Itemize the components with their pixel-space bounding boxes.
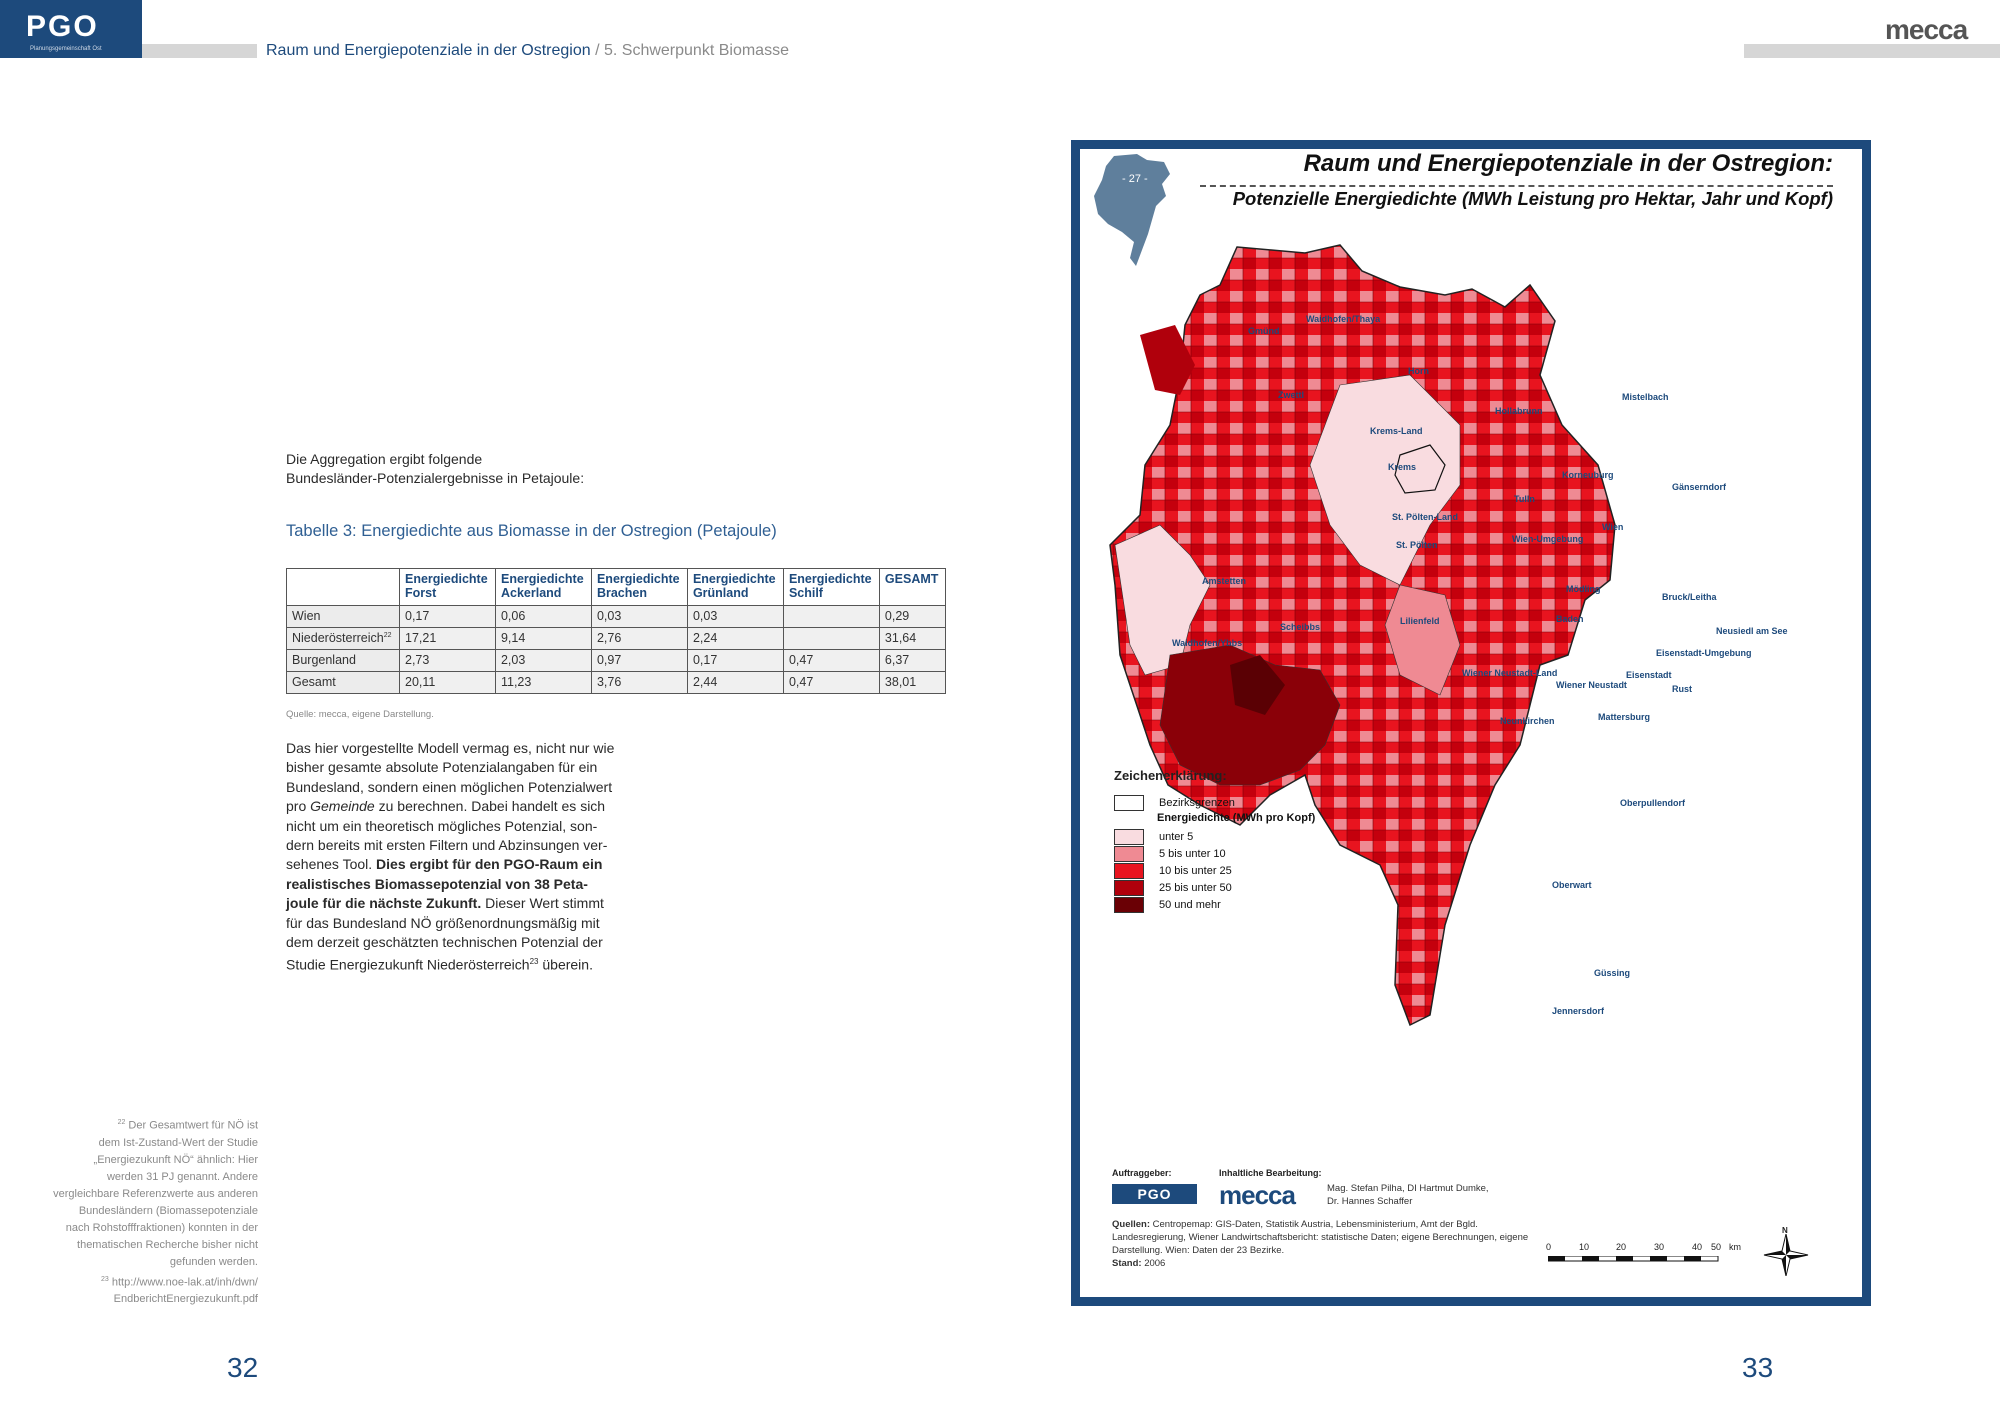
legend-swatch bbox=[1114, 829, 1144, 845]
legend-label: 10 bis unter 25 bbox=[1159, 865, 1232, 877]
scale-bar-graphic bbox=[1548, 1256, 1724, 1264]
legend-row bbox=[1114, 829, 1193, 845]
place-label: Jennersdorf bbox=[1552, 1006, 1605, 1016]
intro-line: Die Aggregation ergibt folgende bbox=[286, 451, 483, 467]
table-cell bbox=[783, 606, 879, 628]
header-rule-left bbox=[142, 44, 257, 58]
place-label: Gmünd bbox=[1248, 326, 1280, 336]
row-label: Wien bbox=[287, 606, 400, 628]
footnote-line: Bundesländern (Biomassepotenziale bbox=[78, 1204, 258, 1217]
scale-tick-label: 10 bbox=[1579, 1242, 1590, 1252]
page-number-right: 33 bbox=[1742, 1352, 1774, 1383]
paragraph-line: sehenes Tool. Dies ergibt für den PGO-Raum ein bbox=[286, 856, 603, 873]
footnote-line: thematischen Recherche bisher nicht bbox=[77, 1238, 258, 1251]
paragraph-line: pro Gemeinde zu berechnen. Dabei handelt es sich bbox=[286, 798, 606, 815]
table-cell: 2,44 bbox=[687, 672, 783, 694]
scale-tick-label: 20 bbox=[1616, 1242, 1627, 1252]
row-label: Niederösterreich$^{22}$ bbox=[287, 628, 400, 650]
place-label: Mödling bbox=[1566, 584, 1601, 594]
running-separator: / bbox=[590, 42, 604, 59]
table-cell: 2,73 bbox=[400, 650, 496, 672]
compass-label: N bbox=[1782, 1226, 1788, 1235]
place-label: Mistelbach bbox=[1622, 392, 1669, 402]
table-corner-cell bbox=[287, 569, 400, 606]
place-label: Oberpullendorf bbox=[1620, 798, 1685, 808]
legend-row bbox=[1114, 846, 1226, 862]
place-label: Wiener Neustadt-Land bbox=[1462, 668, 1558, 678]
table-cell: 11,23 bbox=[495, 672, 591, 694]
place-label: Waidhofen/Thaya bbox=[1306, 314, 1381, 324]
table-cell: 2,76 bbox=[591, 628, 687, 650]
mecca-logo-small: mecca bbox=[1219, 1180, 1295, 1210]
paragraph-line: Das hier vorgestellte Modell vermag es, nicht nur wie bbox=[286, 740, 615, 756]
running-title: Raum und Energiepotenziale in der Ostregion bbox=[266, 42, 591, 59]
legend-row bbox=[1114, 863, 1232, 879]
body-paragraph bbox=[286, 739, 616, 976]
paragraph-line: Studie Energiezukunft Niederösterreich$^{23}$ überein. bbox=[286, 957, 593, 974]
legend-label: 5 bis unter 10 bbox=[1159, 848, 1226, 860]
place-label: Tulln bbox=[1514, 494, 1535, 504]
legend-title: Zeichenerklärung: bbox=[1114, 768, 1227, 783]
footnote-line: gefunden werden. bbox=[169, 1255, 258, 1268]
place-label: Wiener Neustadt bbox=[1556, 680, 1627, 690]
map-subtitle: Potenzielle Energiedichte (MWh Leistung pro Hektar, Jahr und Kopf) bbox=[1232, 188, 1833, 209]
place-label: Krems-Land bbox=[1370, 426, 1423, 436]
place-label: Lilienfeld bbox=[1400, 616, 1440, 626]
place-label: Eisenstadt-Umgebung bbox=[1656, 648, 1752, 658]
table-cell: 20,11 bbox=[400, 672, 496, 694]
scale-tick-label: 50 bbox=[1711, 1242, 1722, 1252]
table-cell: 2,03 bbox=[495, 650, 591, 672]
scale-tick-label: 0 bbox=[1546, 1242, 1552, 1252]
place-label: Krems bbox=[1388, 462, 1417, 472]
paragraph-line: bisher gesamte absolute Potenzialangaben für ein bbox=[286, 759, 598, 776]
table-cell: 0,17 bbox=[400, 606, 496, 628]
table-cell: 31,64 bbox=[879, 628, 945, 650]
scale-tick-label: 40 bbox=[1692, 1242, 1703, 1252]
place-label: St. Pölten bbox=[1396, 540, 1438, 550]
running-header bbox=[266, 42, 789, 60]
legend-boundary-row bbox=[1114, 795, 1235, 811]
page-number-left: 32 bbox=[227, 1352, 259, 1383]
footnote-line: EndberichtEnergiezukunft.pdf bbox=[113, 1293, 258, 1306]
legend-swatch bbox=[1114, 863, 1144, 879]
map-title-rule bbox=[1200, 185, 1833, 187]
place-label: Eisenstadt bbox=[1626, 670, 1672, 680]
scale-bar bbox=[1546, 1240, 1746, 1274]
legend-swatch bbox=[1114, 897, 1144, 913]
row-label: Gesamt bbox=[287, 672, 400, 694]
place-label: Güssing bbox=[1594, 968, 1631, 978]
place-label: Mattersburg bbox=[1598, 712, 1651, 722]
legend-row bbox=[1114, 897, 1221, 913]
place-label: Wien bbox=[1602, 522, 1624, 532]
header-rule-right bbox=[1744, 44, 2000, 58]
table-cell bbox=[783, 628, 879, 650]
table-header-row bbox=[287, 569, 946, 606]
table-row bbox=[287, 628, 946, 650]
legend-swatch bbox=[1114, 880, 1144, 896]
column-header: Energiedichte Ackerland bbox=[495, 569, 591, 606]
paragraph-line: nicht um ein theoretisch mögliches Potenzial, son- bbox=[286, 817, 598, 834]
table-row bbox=[287, 672, 946, 694]
table-cell: 6,37 bbox=[879, 650, 945, 672]
place-label: Neusiedl am See bbox=[1716, 626, 1788, 636]
table-cell: 38,01 bbox=[879, 672, 945, 694]
legend-row bbox=[1114, 880, 1232, 896]
footnote-line: „Energiezukunft NÖ“ ähnlich: Hier bbox=[93, 1153, 258, 1166]
scale-tick-label: 30 bbox=[1654, 1242, 1665, 1252]
place-label: Horn bbox=[1408, 366, 1429, 376]
paragraph-line: dem derzeit geschätzten technischen Potenzial der bbox=[286, 934, 603, 951]
footnotes bbox=[40, 1114, 258, 1308]
place-label: Wien-Umgebung bbox=[1512, 534, 1584, 544]
place-label: Bruck/Leitha bbox=[1662, 592, 1717, 602]
map-sources bbox=[1112, 1218, 1532, 1270]
place-label: Gänserndorf bbox=[1672, 482, 1727, 492]
column-header: Energiedichte Schilf bbox=[783, 569, 879, 606]
row-label: Burgenland bbox=[287, 650, 400, 672]
place-label: Korneuburg bbox=[1562, 470, 1614, 480]
pgo-logo-small: PGO bbox=[1112, 1184, 1197, 1204]
paragraph-line: joule für die nächste Zukunft. Dieser Wert stimmt bbox=[286, 895, 604, 912]
mecca-logo: mecca bbox=[1885, 14, 1968, 45]
table-cell: 0,47 bbox=[783, 672, 879, 694]
place-label: Amstetten bbox=[1202, 576, 1247, 586]
legend-label: 25 bis unter 50 bbox=[1159, 882, 1232, 894]
table-title: Tabelle 3: Energiedichte aus Biomasse in der Ostregion (Petajoule) bbox=[286, 522, 777, 540]
intro-text bbox=[286, 450, 626, 489]
map-page-badge: - 27 - bbox=[1122, 173, 1148, 185]
table-cell: 0,03 bbox=[687, 606, 783, 628]
footnote-line: $^{23}$ http://www.noe-lak.at/inh/dwn/ bbox=[101, 1275, 258, 1289]
place-label: St. Pölten-Land bbox=[1392, 512, 1458, 522]
place-label: Rust bbox=[1672, 684, 1692, 694]
place-label: Zwettl bbox=[1278, 390, 1304, 400]
place-label: Oberwart bbox=[1552, 880, 1592, 890]
table-cell: 9,14 bbox=[495, 628, 591, 650]
scale-unit: km bbox=[1729, 1242, 1741, 1252]
content-label: Inhaltliche Bearbeitung: bbox=[1219, 1168, 1322, 1178]
footnote-line: werden 31 PJ genannt. Andere bbox=[106, 1170, 258, 1183]
pgo-logo-text: PGO bbox=[26, 10, 99, 43]
author-line: Dr. Hannes Schaffer bbox=[1327, 1196, 1413, 1207]
table-cell: 0,17 bbox=[687, 650, 783, 672]
footnote-line: vergleichbare Referenzwerte aus anderen bbox=[53, 1187, 258, 1200]
column-header: Energiedichte Forst bbox=[400, 569, 496, 606]
sources-text: Quellen: Centropemap: GIS-Daten, Statistik Austria, Lebensministerium, Amt der Bgld. Landesregierung, Wiener Landwirtschaftsbericht: statistische Daten; eigene Berechnungen, eigene Darstellung. Wien: Daten der 23 Bezirke. bbox=[1112, 1219, 1529, 1256]
compass-rose-icon bbox=[1762, 1234, 1810, 1276]
legend-swatch bbox=[1114, 846, 1144, 862]
place-label: Waidhofen/Ybbs bbox=[1172, 638, 1243, 648]
place-label: Neunkirchen bbox=[1500, 716, 1555, 726]
pgo-logo-subtitle: Planungsgemeinschaft Ost bbox=[30, 46, 102, 52]
intro-line: Bundesländer-Potenzialergebnisse in Petajoule: bbox=[286, 470, 585, 487]
legend-label: 50 und mehr bbox=[1159, 899, 1221, 911]
author-line: Mag. Stefan Pilha, DI Hartmut Dumke, bbox=[1327, 1183, 1489, 1194]
place-label: Hollabrunn bbox=[1495, 406, 1543, 416]
table-cell: 2,24 bbox=[687, 628, 783, 650]
place-label: Scheibbs bbox=[1280, 622, 1321, 632]
north-arrow-icon bbox=[1762, 1226, 1810, 1276]
paragraph-line: dern bereits mit ersten Filtern und Abzinsungen ver- bbox=[286, 837, 608, 854]
legend-swatch bbox=[1114, 795, 1144, 811]
biomass-table bbox=[286, 568, 946, 694]
column-header: GESAMT bbox=[879, 569, 945, 606]
legend-label: unter 5 bbox=[1159, 831, 1194, 843]
table-row bbox=[287, 650, 946, 672]
client-label: Auftraggeber: bbox=[1112, 1168, 1172, 1178]
table-row bbox=[287, 606, 946, 628]
column-header: Energiedichte Brachen bbox=[591, 569, 687, 606]
stand-text: Stand: 2006 bbox=[1112, 1258, 1166, 1269]
table-cell: 17,21 bbox=[400, 628, 496, 650]
footnote-line: $^{22}$ Der Gesamtwert für NÖ ist bbox=[117, 1119, 258, 1132]
footnote-line: dem Ist-Zustand-Wert der Studie bbox=[98, 1136, 258, 1149]
table-source-note: Quelle: mecca, eigene Darstellung. bbox=[286, 709, 434, 720]
legend-subtitle: Energiedichte (MWh pro Kopf) bbox=[1157, 812, 1316, 824]
column-header: Energiedichte Grünland bbox=[687, 569, 783, 606]
table-cell: 0,06 bbox=[495, 606, 591, 628]
paragraph-line: Bundesland, sondern einen möglichen Potenzialwert bbox=[286, 778, 613, 795]
paragraph-line: realistisches Biomassepotenzial von 38 Peta- bbox=[286, 875, 588, 892]
legend-label: Bezirksgrenzen bbox=[1159, 797, 1235, 809]
paragraph-line: für das Bundesland NÖ größenordnungsmäßig mit bbox=[286, 914, 600, 931]
table-cell: 0,97 bbox=[591, 650, 687, 672]
table-cell: 3,76 bbox=[591, 672, 687, 694]
running-section: 5. Schwerpunkt Biomasse bbox=[603, 42, 789, 59]
table-cell: 0,03 bbox=[591, 606, 687, 628]
table-cell: 0,47 bbox=[783, 650, 879, 672]
footnote-line: nach Rohstofffraktionen) konnten in der bbox=[65, 1221, 258, 1234]
table-cell: 0,29 bbox=[879, 606, 945, 628]
authors bbox=[1327, 1182, 1517, 1208]
map-title: Raum und Energiepotenziale in der Ostregion: bbox=[1303, 150, 1833, 177]
place-label: Baden bbox=[1556, 614, 1584, 624]
